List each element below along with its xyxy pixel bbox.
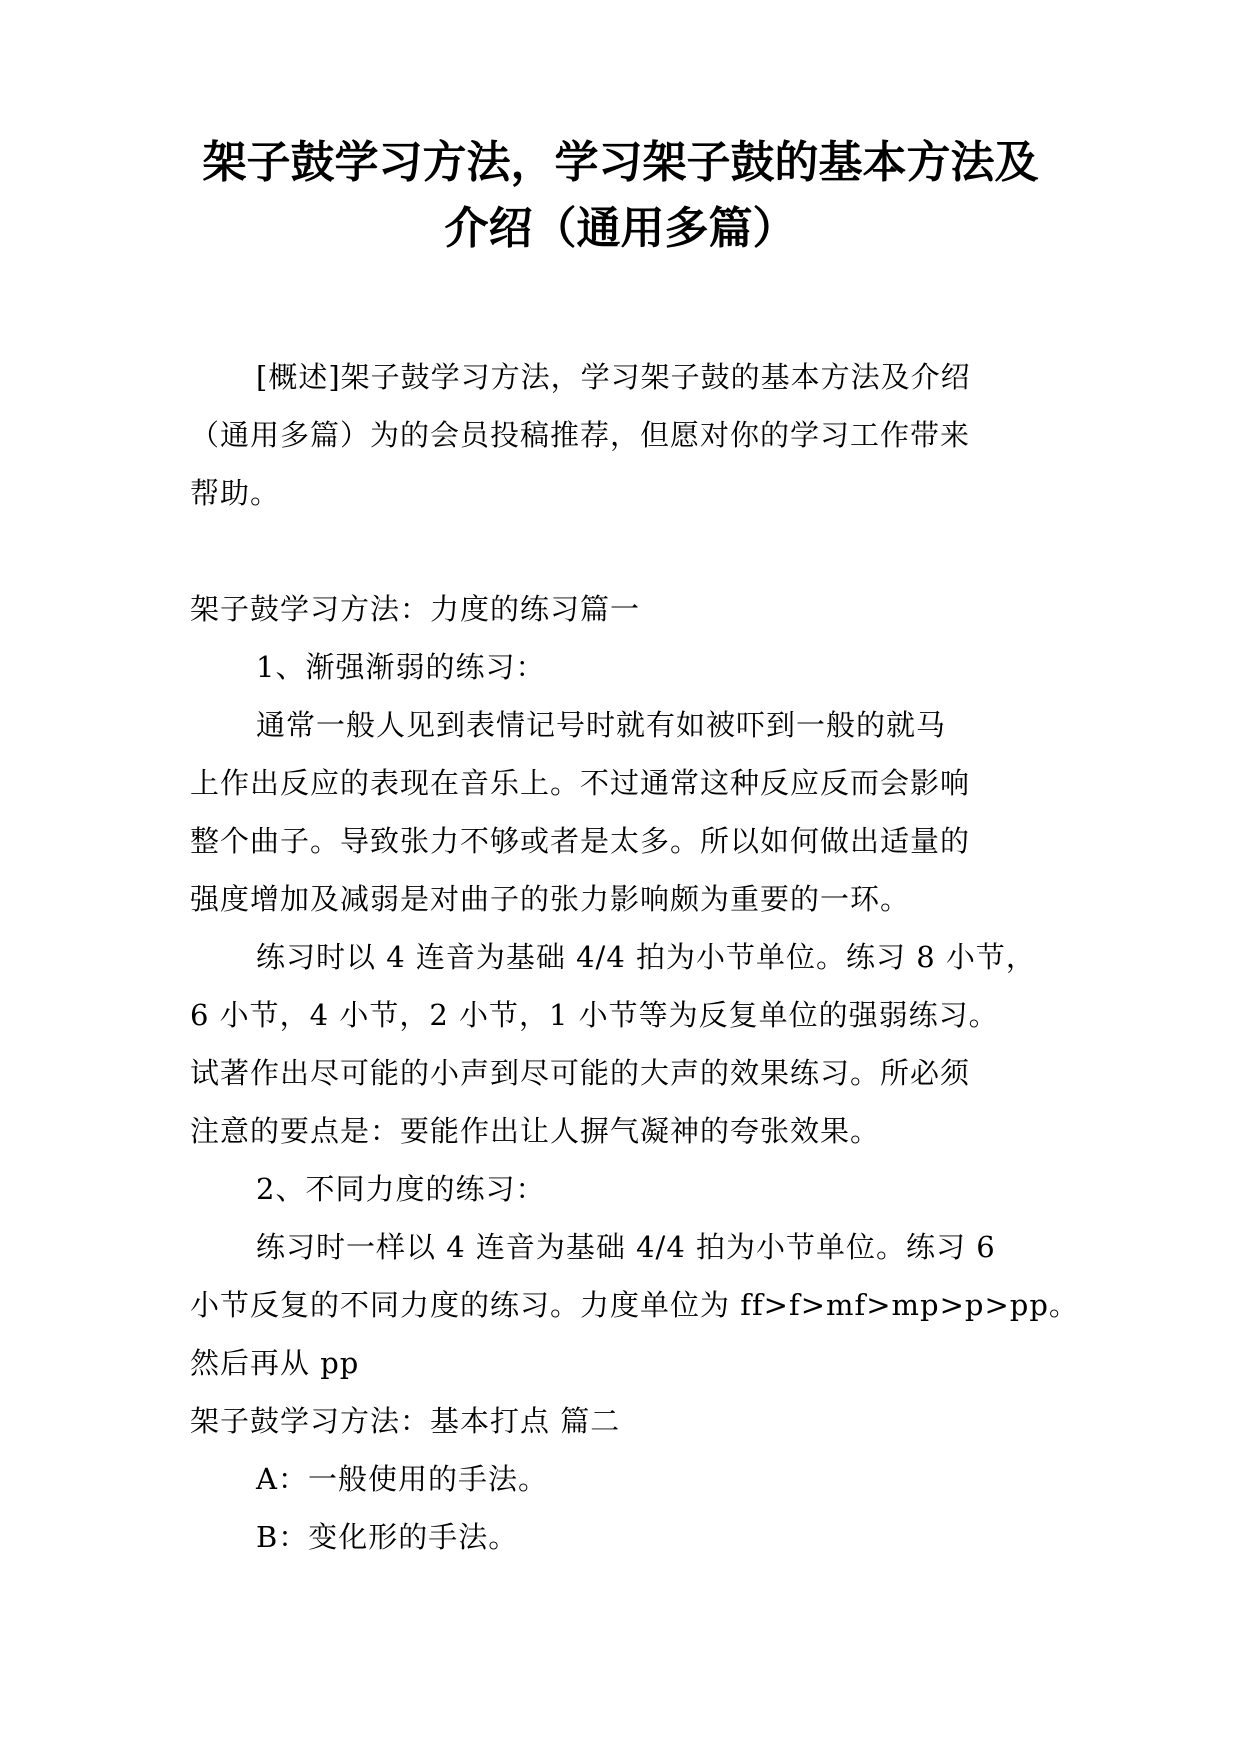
section-2-item-b: B：变化形的手法。 (256, 1520, 519, 1554)
paragraph-line: 整个曲子。导致张力不够或者是太多。所以如何做出适量的 (190, 824, 971, 858)
summary-block (190, 348, 1060, 522)
document-title (150, 130, 1091, 262)
summary-line-2: （通用多篇）为的会员投稿推荐，但愿对你的学习工作带来 (190, 418, 971, 452)
section-2-item-a: A：一般使用的手法。 (256, 1462, 548, 1496)
paragraph-line: 然后再从 pp (190, 1346, 360, 1380)
paragraph-line: 注意的要点是：要能作出让人摒气凝神的夸张效果。 (190, 1114, 881, 1148)
summary-line-3: 帮助。 (190, 476, 281, 510)
paragraph-line: 6 小节，4 小节，2 小节，1 小节等为反复单位的强弱练习。 (190, 998, 999, 1032)
section-1-item-1: 1、渐强渐弱的练习： (256, 650, 546, 684)
section-1-item-2: 2、不同力度的练习： (256, 1172, 546, 1206)
paragraph-line: 练习时一样以 4 连音为基础 4/4 拍为小节单位。练习 6 (256, 1230, 996, 1264)
title-line-1: 架子鼓学习方法，学习架子鼓的基本方法及 (202, 137, 1039, 188)
title-line-2: 介绍（通用多篇） (444, 203, 797, 254)
paragraph-line: 强度增加及减弱是对曲子的张力影响颇为重要的一环。 (190, 882, 911, 916)
section-2-heading: 架子鼓学习方法：基本打点 篇二 (190, 1404, 621, 1438)
section-1 (190, 580, 1079, 1566)
paragraph-line: 练习时以 4 连音为基础 4/4 拍为小节单位。练习 8 小节， (256, 940, 1036, 974)
paragraph-line: 通常一般人见到表情记号时就有如被吓到一般的就马 (256, 708, 947, 742)
paragraph-line: 试著作出尽可能的小声到尽可能的大声的效果练习。所必须 (190, 1056, 971, 1090)
section-1-heading: 架子鼓学习方法：力度的练习篇一 (190, 592, 641, 626)
summary-line-1: [概述]架子鼓学习方法，学习架子鼓的基本方法及介绍 (256, 360, 971, 394)
paragraph-line: 上作出反应的表现在音乐上。不过通常这种反应反而会影响 (190, 766, 971, 800)
paragraph-line: 小节反复的不同力度的练习。力度单位为 ff>f>mf>mp>p>pp。 (190, 1288, 1079, 1322)
